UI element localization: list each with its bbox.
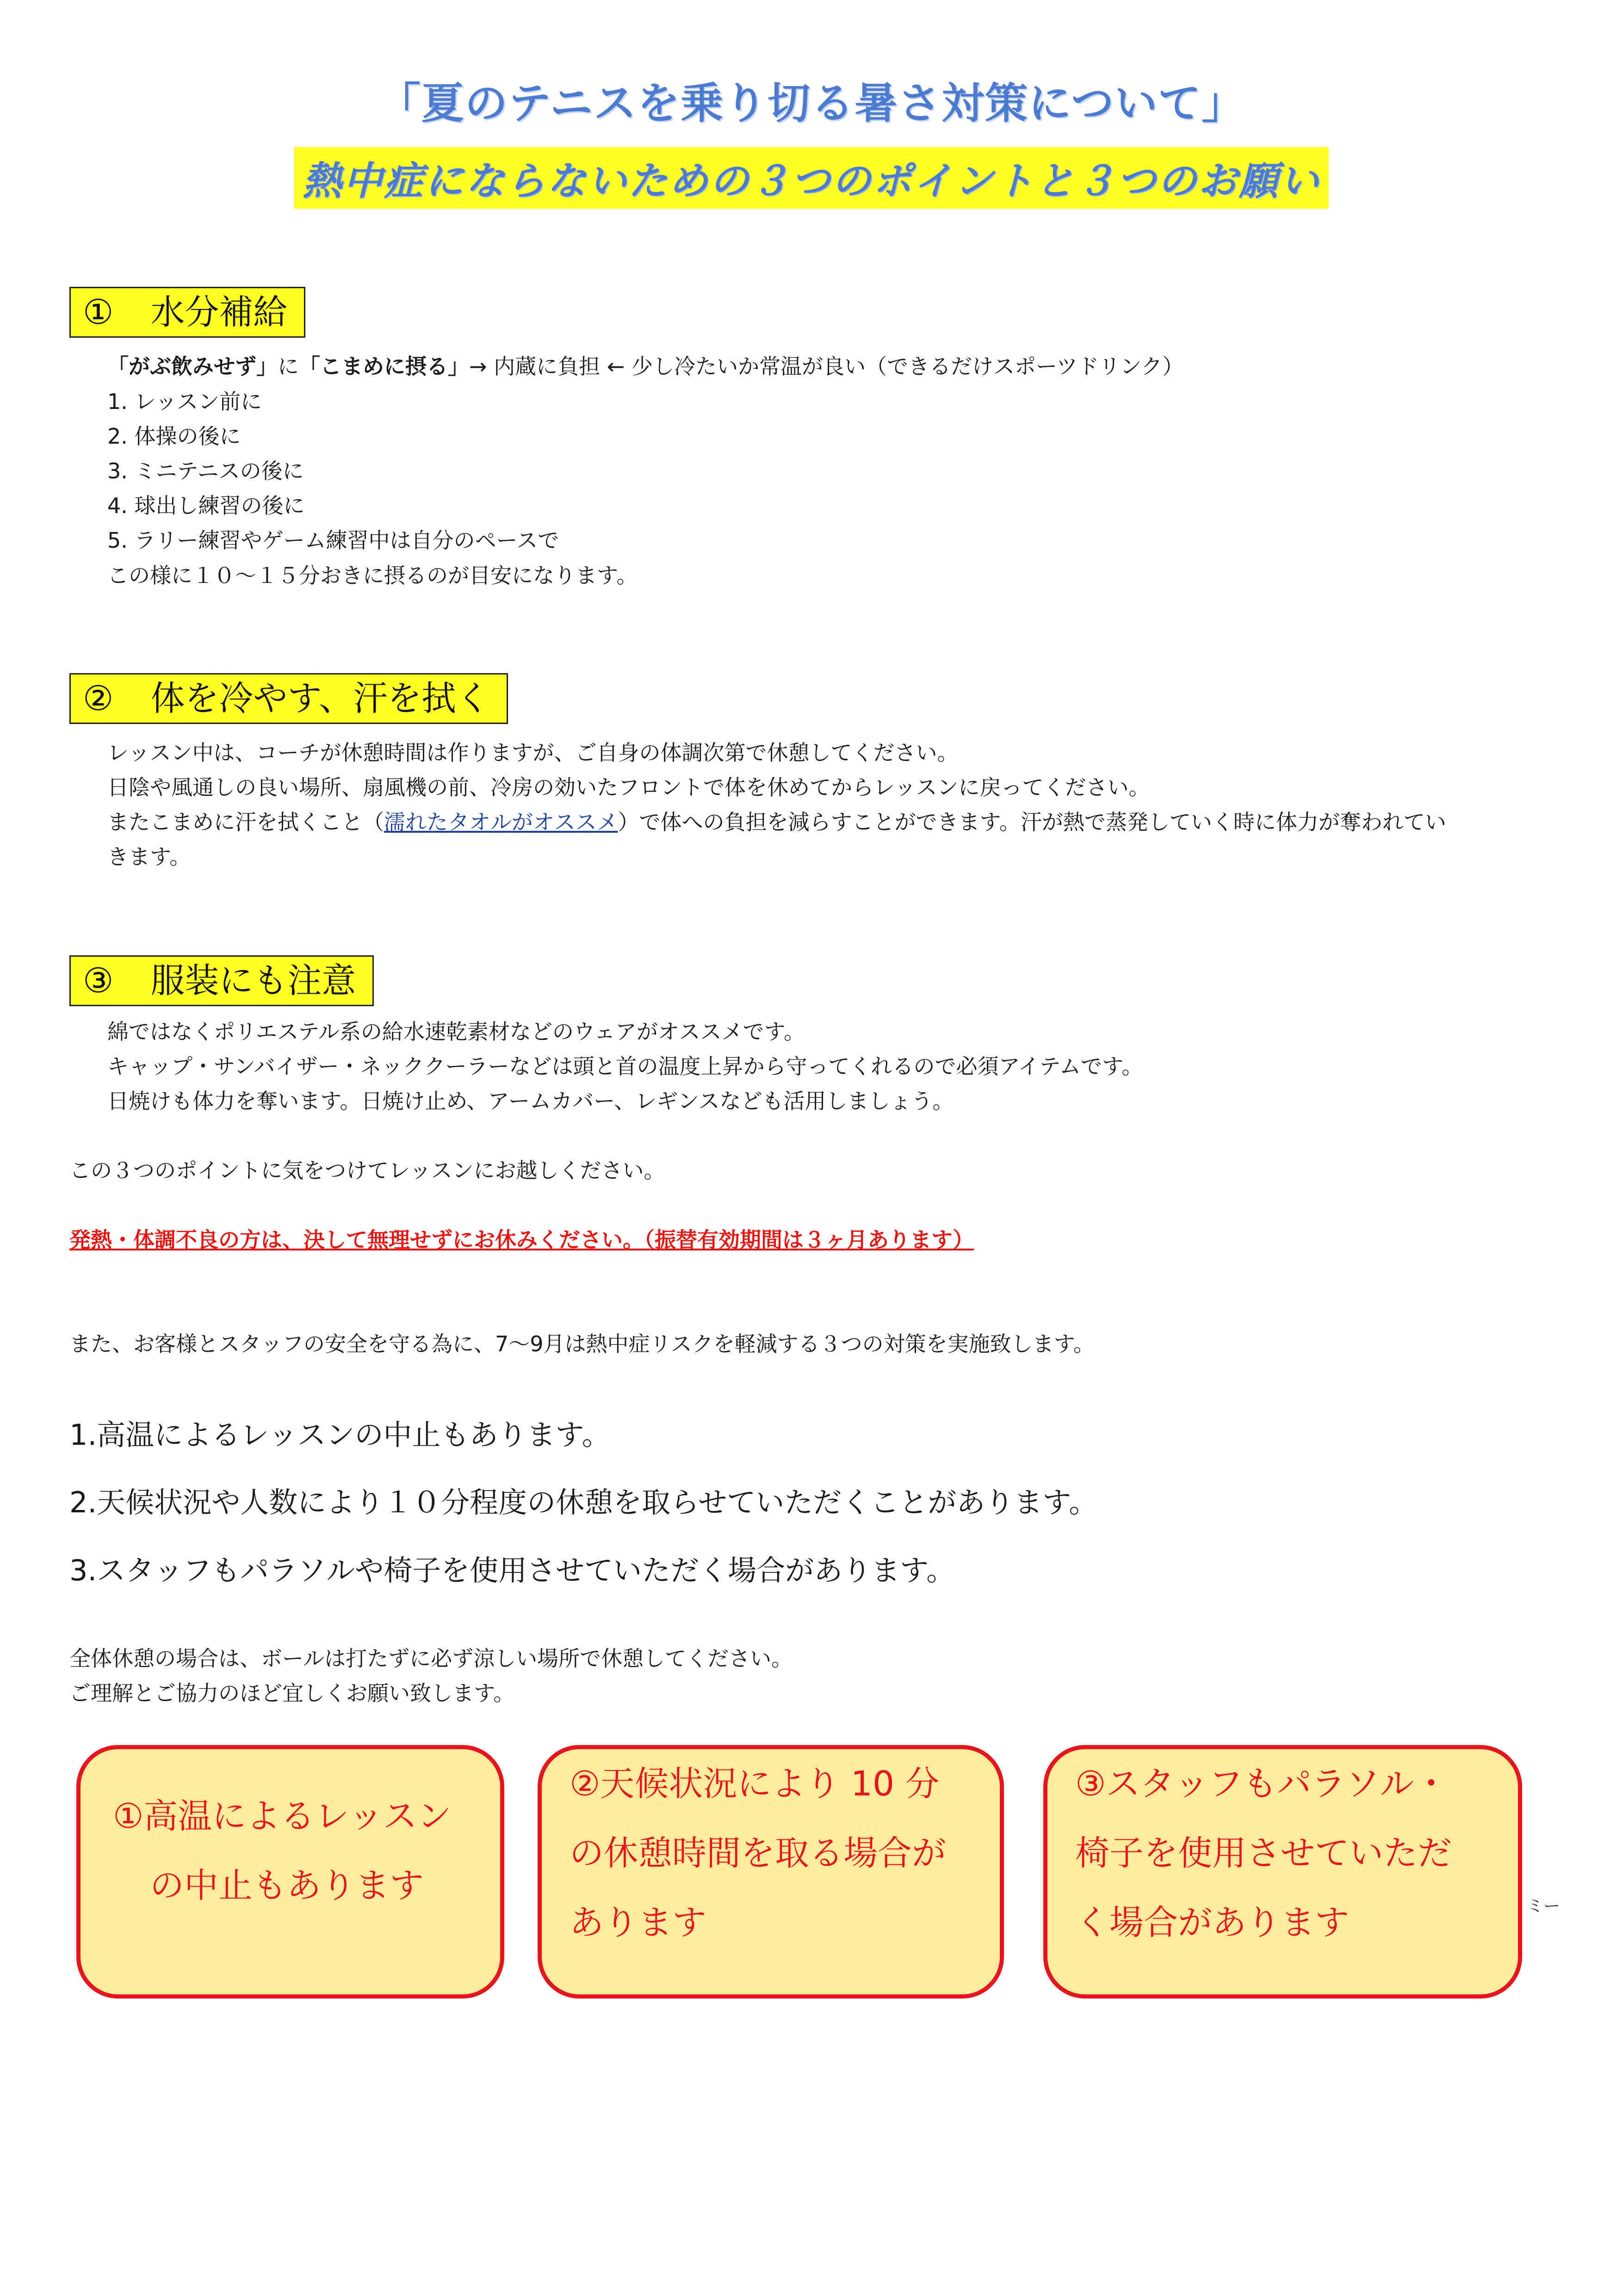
section3-line2: キャップ・サンバイザー・ネッククーラーなどは頭と首の温度上昇から守ってくれるので必須アイテムです。 [107,1054,1143,1079]
page-title: 「夏のテニスを乗り切る暑さ対策について」 [378,79,1245,128]
notice-box-1-line1: ①高温によるレッスン [113,1796,452,1836]
notice-box-1-line2: の中止もあります [150,1866,424,1906]
notice-box-2 [538,1745,1004,1999]
towel-link[interactable]: 濡れたタオルがオススメ [384,810,618,835]
section1-item: 2. 体操の後に [107,424,241,449]
subtitle-wrap [0,147,1623,209]
measure-item: 3.スタッフもパラソルや椅子を使用させていただく場合があります。 [69,1553,955,1587]
section1-intro [107,353,1183,380]
section2-line3 [107,808,1446,836]
section1-heading [69,287,305,338]
section2-line2: 日陰や風通しの良い場所、扇風機の前、冷房の効いたフロントで体を休めてからレッスンに戻ってください。 [107,775,1150,800]
section1-closing: この様に１０～１５分おきに摂るのが目安になります。 [107,563,638,588]
section3-heading [69,955,374,1006]
section1-intro-part4: → 内蔵に負担 ← 少し冷たいか常温が良い（できるだけスポーツドリンク） [469,354,1184,379]
section1-item: 1. レッスン前に [107,389,262,414]
section2-line3-post: ）で体への負担を減らすことができます。汗が熱で蒸発していく時に体力が奪われてい [618,810,1446,835]
section1-item: 5. ラリー練習やゲーム練習中は自分のペースで [107,528,559,553]
section3-line3: 日焼けも体力を奪います。日焼け止め、アームカバー、レギンスなども活用しましょう。 [107,1089,954,1114]
section3-heading-text: 服装にも注意 [150,961,356,1001]
measure-item: 2.天候状況や人数により１０分程度の休憩を取らせていただくことがあります。 [69,1485,1098,1519]
section1-number: ① [83,292,114,332]
notice-box-1 [76,1745,504,1999]
section1-item: 4. 球出し練習の後に [107,493,305,518]
section1-intro-part3: 「こまめに摂る」 [299,354,469,379]
section1-heading-text: 水分補給 [150,292,288,332]
note-line1: 全体休憩の場合は、ボールは打たずに必ず涼しい場所で休憩してください。 [69,1646,793,1671]
section1-item: 3. ミニテニスの後に [107,458,304,483]
section2-line3-pre: またこまめに汗を拭くこと（ [107,810,384,835]
notice-box-2-line1: ②天候状況により 10 分 [570,1764,940,1804]
notice-box-3-line3: く場合があります [1075,1903,1349,1943]
note-line2: ご理解とご協力のほど宜しくお願い致します。 [69,1681,515,1706]
section3-number: ③ [83,961,114,1001]
summary-text: この３つのポイントに気をつけてレッスンにお越しください。 [69,1158,665,1183]
section2-heading [69,673,508,724]
notice-box-2-line3: あります [570,1903,706,1943]
notice-box-3 [1043,1745,1522,1999]
notice-box-3-line2: 椅子を使用させていただ [1075,1833,1452,1873]
section2-number: ② [83,679,114,718]
warning-text: 発熱・体調不良の方は、決して無理せずにお休みください。（振替有効期間は３ヶ月あります） [69,1227,974,1252]
section2-heading-text: 体を冷やす、汗を拭く [150,679,490,718]
section1-intro-part1: 「がぶ飲みせず」 [107,354,278,379]
section2-line1: レッスン中は、コーチが休憩時間は作りますが、ご自身の体調次第で休憩してください。 [107,740,959,765]
margin-fragment: ミー [1527,1897,1561,1916]
page-subtitle: 熱中症にならないための３つのポイントと３つのお願い [294,147,1329,209]
section3-line1: 綿ではなくポリエステル系の給水速乾素材などのウェアがオススメです。 [107,1019,805,1044]
notice-box-2-line2: の休憩時間を取る場合が [570,1833,946,1873]
section1-intro-part2: に [278,354,299,379]
measures-intro: また、お客様とスタッフの安全を守る為に、7～9月は熱中症リスクを軽減する３つの対策を実施致します。 [69,1331,1095,1356]
notice-box-3-line1: ③スタッフもパラソル・ [1075,1764,1449,1804]
measure-item: 1.高温によるレッスンの中止もあります。 [69,1418,611,1452]
section2-line4: きます。 [107,844,191,869]
